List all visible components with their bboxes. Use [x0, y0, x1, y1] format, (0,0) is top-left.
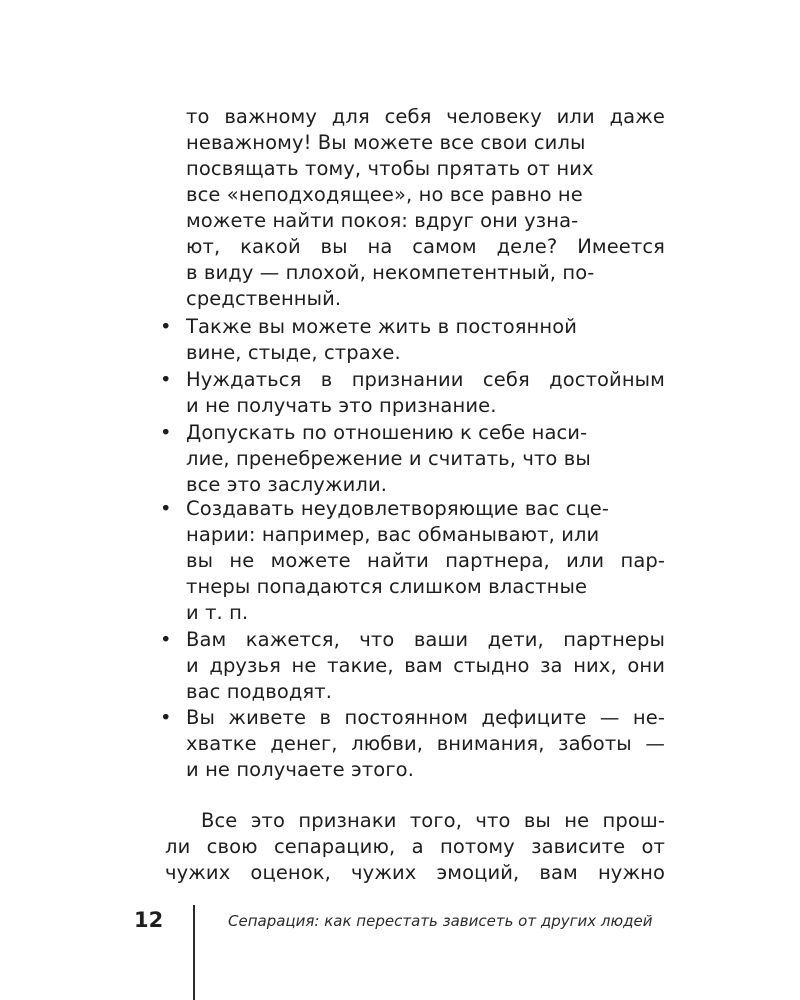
text-line: Допускать по отношению к себе наси- — [186, 421, 588, 444]
text-line: Вам кажется, что ваши дети, партнеры — [186, 628, 665, 651]
text-line: вине, стыде, страхе. — [186, 341, 401, 364]
text-line: вы не можете найти партнера, или пар- — [186, 549, 665, 572]
text-line: неважному! Вы можете все свои силы — [186, 131, 586, 154]
text-line: то важному для себя человеку или даже — [186, 105, 665, 128]
bullet-marker: • — [160, 315, 172, 338]
bullet-marker: • — [160, 497, 172, 520]
running-title: Сепарация: как перестать зависеть от других людей — [228, 912, 653, 930]
bullet-marker: • — [160, 706, 172, 729]
text-line: посвящать тому, чтобы прятать от них — [186, 157, 594, 180]
text-line: и друзья не такие, вам стыдно за них, они — [186, 654, 665, 677]
text-line: нарии: например, вас обманывают, или — [186, 523, 600, 546]
text-line: лие, пренебрежение и считать, что вы — [186, 447, 591, 470]
bullet-marker: • — [160, 421, 172, 444]
text-line: и не получать это признание. — [186, 394, 497, 417]
text-line: ют, какой вы на самом деле? Имеется — [186, 235, 665, 258]
text-line: в виду — плохой, некомпетентный, по- — [186, 261, 595, 284]
text-line: можете найти покоя: вдруг они узна- — [186, 209, 579, 232]
text-line: все это заслужили. — [186, 473, 388, 496]
text-line: тнеры попадаются слишком властные — [186, 575, 588, 598]
page-number: 12 — [134, 908, 164, 932]
text-line: все «неподходящее», но все равно не — [186, 183, 583, 206]
text-line: вас подводят. — [186, 680, 333, 703]
footer-divider — [193, 905, 195, 1000]
text-line: Все это признаки того, что вы не прош- — [201, 809, 665, 832]
text-line: средственный. — [186, 287, 342, 310]
text-line: Нуждаться в признании себя достойным — [186, 368, 665, 391]
text-line: Создавать неудовлетворяющие вас сце- — [186, 497, 610, 520]
text-line: Также вы можете жить в постоянной — [186, 315, 578, 338]
bullet-marker: • — [160, 368, 172, 391]
text-line: и т. п. — [186, 601, 249, 624]
text-line: ли свою сепарацию, а потому зависите от — [165, 835, 665, 858]
bullet-marker: • — [160, 628, 172, 651]
text-line: и не получаете этого. — [186, 758, 414, 781]
text-line: чужих оценок, чужих эмоций, вам нужно — [165, 861, 665, 884]
text-line: Вы живете в постоянном дефиците — не- — [186, 706, 665, 729]
text-line: хватке денег, любви, внимания, заботы — — [186, 732, 665, 755]
